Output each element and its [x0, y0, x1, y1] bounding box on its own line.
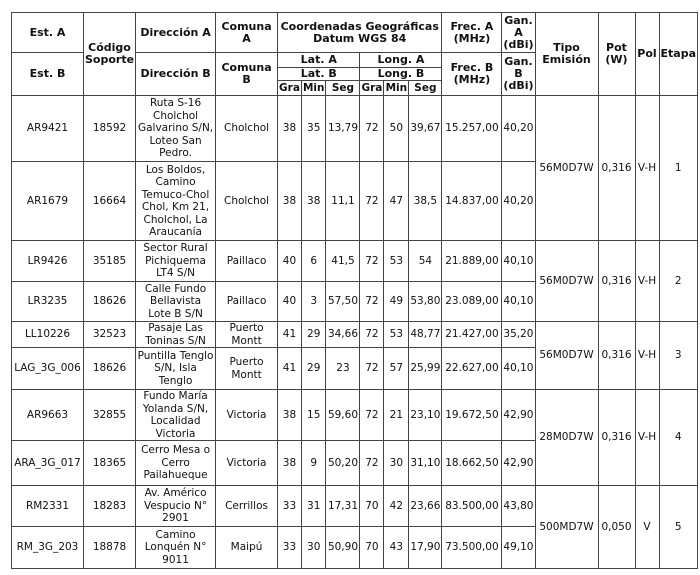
header-comuna-a: Comuna A — [216, 13, 278, 53]
cell-etapa: 3 — [659, 322, 698, 390]
cell-lat-g: 38 — [278, 441, 302, 486]
cell-dir: Calle Fundo Bellavista Lote B S/N — [136, 282, 216, 322]
cell-lon-s: 23,66 — [409, 486, 442, 527]
header-long-gra: Gra — [361, 82, 383, 94]
cell-comuna: Victoria — [216, 441, 278, 486]
table-row — [12, 241, 698, 282]
cell-pol: V-H — [635, 390, 659, 486]
cell-gan: 40,20 — [502, 162, 535, 241]
table-row — [12, 390, 698, 441]
cell-lon-g: 72 — [360, 241, 384, 282]
cell-pot: 0,050 — [598, 486, 635, 569]
cell-lat-g: 33 — [278, 527, 302, 569]
cell-lat-g: 41 — [278, 348, 302, 390]
header-tipo-emision: Tipo Emisión — [535, 13, 598, 96]
cell-lat-g: 38 — [278, 390, 302, 441]
cell-lat-m: 3 — [301, 282, 326, 322]
cell-lon-s: 53,80 — [409, 282, 442, 322]
cell-lat-g: 38 — [278, 96, 302, 162]
cell-comuna: Paillaco — [216, 282, 278, 322]
cell-lon-m: 42 — [384, 486, 409, 527]
cell-lon-m: 21 — [384, 390, 409, 441]
cell-lat-g: 41 — [278, 322, 302, 348]
cell-lon-s: 31,10 — [409, 441, 442, 486]
cell-lat-g: 40 — [278, 241, 302, 282]
cell-pot: 0,316 — [598, 96, 635, 241]
cell-comuna: Puerto Montt — [216, 322, 278, 348]
cell-est: AR9421 — [12, 96, 84, 162]
cell-dir: Fundo María Yolanda S/N, Localidad Victoria — [136, 390, 216, 441]
header-est-b: Est. B — [12, 53, 84, 96]
cell-frec: 83.500,00 — [442, 486, 502, 527]
cell-frec: 21.889,00 — [442, 241, 502, 282]
cell-comuna: Cholchol — [216, 96, 278, 162]
cell-est: LR9426 — [12, 241, 84, 282]
cell-lon-g: 72 — [360, 322, 384, 348]
cell-lon-m: 43 — [384, 527, 409, 569]
cell-est: RM2331 — [12, 486, 84, 527]
cell-lat-s: 11,1 — [326, 162, 360, 241]
cell-pol: V-H — [635, 322, 659, 390]
cell-frec: 23.089,00 — [442, 282, 502, 322]
cell-codigo: 18626 — [84, 348, 136, 390]
cell-pol: V — [635, 486, 659, 569]
cell-tipo: 56M0D7W — [535, 241, 598, 322]
cell-tipo: 500MD7W — [535, 486, 598, 569]
header-lat-seg: Seg — [326, 81, 360, 96]
header-direccion-a: Dirección A — [136, 13, 216, 53]
cell-frec: 73.500,00 — [442, 527, 502, 569]
header-codigo-soporte: Código Soporte — [84, 13, 136, 96]
cell-lat-m: 29 — [301, 322, 326, 348]
cell-codigo: 18365 — [84, 441, 136, 486]
cell-lat-s: 34,66 — [326, 322, 360, 348]
cell-gan: 40,10 — [502, 282, 535, 322]
cell-gan: 40,20 — [502, 96, 535, 162]
cell-gan: 40,10 — [502, 348, 535, 390]
cell-lat-s: 57,50 — [326, 282, 360, 322]
cell-codigo: 18878 — [84, 527, 136, 569]
cell-lon-m: 53 — [384, 322, 409, 348]
cell-frec: 21.427,00 — [442, 322, 502, 348]
cell-lat-m: 30 — [301, 527, 326, 569]
cell-lat-s: 50,90 — [326, 527, 360, 569]
header-coordenadas: Coordenadas Geográficas Datum WGS 84 — [278, 13, 442, 53]
cell-est: ARA_3G_017 — [12, 441, 84, 486]
cell-lat-s: 50,20 — [326, 441, 360, 486]
cell-gan: 35,20 — [502, 322, 535, 348]
cell-lon-m: 57 — [384, 348, 409, 390]
cell-dir: Los Boldos, Camino Temuco-Chol Chol, Km 21, Cholchol, La Araucanía — [136, 162, 216, 241]
cell-lat-s: 13,79 — [326, 96, 360, 162]
cell-etapa: 2 — [659, 241, 698, 322]
cell-comuna: Victoria — [216, 390, 278, 441]
cell-lon-m: 49 — [384, 282, 409, 322]
cell-lat-g: 38 — [278, 162, 302, 241]
cell-lon-s: 38,5 — [409, 162, 442, 241]
cell-lat-s: 17,31 — [326, 486, 360, 527]
header-gan-a: Gan. A (dBi) — [503, 13, 534, 51]
header-frec-b: Frec. B (MHz) — [442, 53, 502, 96]
cell-frec: 15.257,00 — [442, 96, 502, 162]
cell-est: LR3235 — [12, 282, 84, 322]
table-row — [12, 322, 698, 348]
cell-lon-m: 30 — [384, 441, 409, 486]
cell-comuna: Cholchol — [216, 162, 278, 241]
header-long-a: Long. A — [360, 53, 442, 68]
cell-lon-g: 70 — [360, 486, 384, 527]
cell-pol: V-H — [635, 241, 659, 322]
header-lat-b: Lat. B — [278, 68, 360, 81]
cell-lon-s: 39,67 — [409, 96, 442, 162]
cell-lon-g: 72 — [360, 390, 384, 441]
cell-lat-s: 41,5 — [326, 241, 360, 282]
cell-pot: 0,316 — [598, 322, 635, 390]
header-gan-b: Gan. B (dBi) — [502, 53, 535, 96]
cell-lat-s: 59,60 — [326, 390, 360, 441]
cell-comuna: Puerto Montt — [216, 348, 278, 390]
radio-links-table — [11, 12, 698, 569]
cell-lon-s: 48,77 — [409, 322, 442, 348]
header-lat-min: Min — [302, 82, 325, 94]
cell-etapa: 1 — [659, 96, 698, 241]
cell-codigo: 35185 — [84, 241, 136, 282]
cell-gan: 49,10 — [502, 527, 535, 569]
header-long-seg: Seg — [409, 81, 442, 96]
cell-comuna: Maipú — [216, 527, 278, 569]
cell-frec: 19.672,50 — [442, 390, 502, 441]
cell-lon-m: 53 — [384, 241, 409, 282]
cell-frec: 22.627,00 — [442, 348, 502, 390]
header-frec-a: Frec. A (MHz) — [442, 13, 502, 53]
cell-lon-g: 70 — [360, 527, 384, 569]
header-long-b: Long. B — [360, 68, 442, 81]
header-pol: Pol — [635, 13, 659, 96]
cell-lat-m: 29 — [301, 348, 326, 390]
cell-dir: Av. Américo Vespucio N° 2901 — [136, 486, 216, 527]
cell-dir: Pasaje Las Toninas S/N — [136, 322, 216, 348]
header-lat-gra: Gra — [279, 82, 300, 94]
cell-lon-m: 47 — [384, 162, 409, 241]
cell-tipo: 56M0D7W — [535, 322, 598, 390]
cell-lat-g: 40 — [278, 282, 302, 322]
header-direccion-b: Dirección B — [136, 53, 216, 96]
table-row — [12, 486, 698, 527]
table-row — [12, 96, 698, 162]
header-pot: Pot (W) — [598, 13, 635, 96]
cell-lat-m: 15 — [301, 390, 326, 441]
cell-lon-g: 72 — [360, 96, 384, 162]
table-header — [12, 13, 698, 96]
cell-lat-m: 6 — [301, 241, 326, 282]
cell-codigo: 32855 — [84, 390, 136, 441]
cell-lon-m: 50 — [384, 96, 409, 162]
cell-gan: 42,90 — [502, 441, 535, 486]
cell-etapa: 4 — [659, 390, 698, 486]
cell-est: AR9663 — [12, 390, 84, 441]
cell-lat-s: 23 — [326, 348, 360, 390]
cell-lat-m: 38 — [301, 162, 326, 241]
cell-codigo: 18283 — [84, 486, 136, 527]
header-lat-a: Lat. A — [278, 53, 360, 68]
cell-pot: 0,316 — [598, 390, 635, 486]
cell-frec: 18.662,50 — [442, 441, 502, 486]
cell-lat-m: 31 — [301, 486, 326, 527]
cell-dir: Sector Rural Pichiquema LT4 S/N — [136, 241, 216, 282]
cell-tipo: 28M0D7W — [535, 390, 598, 486]
cell-codigo: 18626 — [84, 282, 136, 322]
cell-dir: Ruta S-16 Cholchol Galvarino S/N, Loteo San Pedro. — [136, 96, 216, 162]
header-long-min: Min — [385, 82, 408, 94]
cell-lat-m: 35 — [301, 96, 326, 162]
cell-est: LL10226 — [12, 322, 84, 348]
cell-gan: 40,10 — [502, 241, 535, 282]
cell-lon-g: 72 — [360, 162, 384, 241]
cell-dir: Camino Lonquén N° 9011 — [136, 527, 216, 569]
cell-lat-g: 33 — [278, 486, 302, 527]
header-comuna-b: Comuna B — [216, 53, 278, 96]
cell-comuna: Cerrillos — [216, 486, 278, 527]
cell-dir: Puntilla Tenglo S/N, Isla Tenglo — [136, 348, 216, 390]
cell-lon-g: 72 — [360, 441, 384, 486]
cell-codigo: 18592 — [84, 96, 136, 162]
cell-codigo: 32523 — [84, 322, 136, 348]
cell-pot: 0,316 — [598, 241, 635, 322]
table-body — [12, 96, 698, 569]
cell-lon-s: 25,99 — [409, 348, 442, 390]
cell-lon-g: 72 — [360, 348, 384, 390]
header-etapa: Etapa — [659, 13, 698, 96]
cell-dir: Cerro Mesa o Cerro Pailahueque — [136, 441, 216, 486]
cell-est: AR1679 — [12, 162, 84, 241]
header-est-a: Est. A — [12, 13, 84, 53]
cell-frec: 14.837,00 — [442, 162, 502, 241]
cell-lon-s: 17,90 — [409, 527, 442, 569]
cell-est: LAG_3G_006 — [12, 348, 84, 390]
cell-tipo: 56M0D7W — [535, 96, 598, 241]
cell-gan: 42,90 — [502, 390, 535, 441]
cell-codigo: 16664 — [84, 162, 136, 241]
cell-lon-s: 23,10 — [409, 390, 442, 441]
cell-est: RM_3G_203 — [12, 527, 84, 569]
cell-lat-m: 9 — [301, 441, 326, 486]
cell-pol: V-H — [635, 96, 659, 241]
cell-etapa: 5 — [659, 486, 698, 569]
cell-comuna: Paillaco — [216, 241, 278, 282]
cell-lon-s: 54 — [409, 241, 442, 282]
cell-gan: 43,80 — [502, 486, 535, 527]
cell-lon-g: 72 — [360, 282, 384, 322]
